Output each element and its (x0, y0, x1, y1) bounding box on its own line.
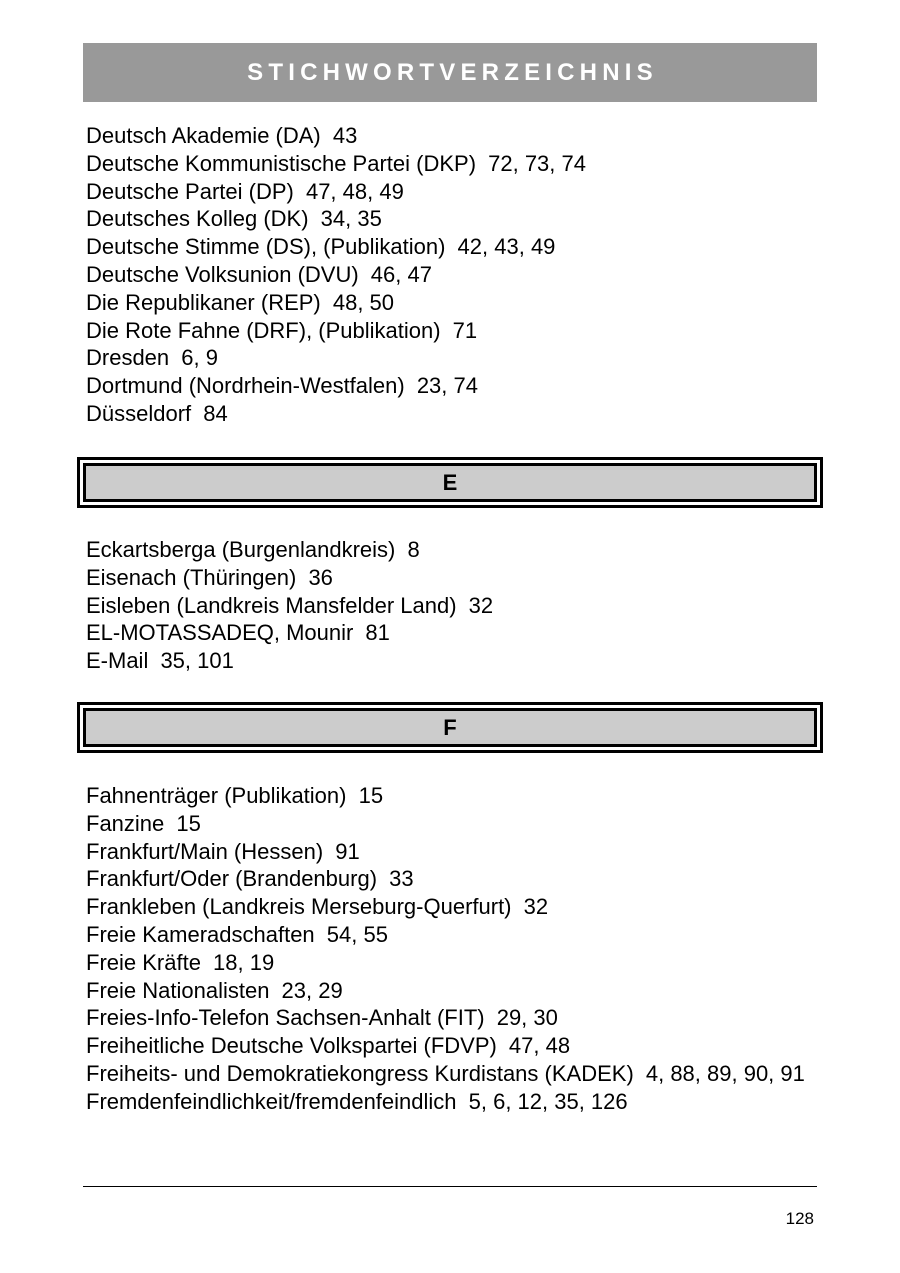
entry-pages: 6, 9 (181, 345, 218, 371)
entry-pages: 46, 47 (370, 261, 432, 287)
entry-pages: 71 (452, 317, 478, 343)
entry-pages: 33 (389, 866, 414, 892)
index-entry (86, 865, 816, 893)
index-entry (86, 592, 816, 620)
page-title: STICHWORTVERZEICHNIS (247, 58, 658, 86)
index-entry (86, 1032, 816, 1060)
entry-pages: 42, 43, 49 (457, 234, 556, 260)
index-entry (86, 205, 816, 233)
index-entry (86, 289, 816, 317)
index-entry (86, 1060, 816, 1088)
index-title-bar (83, 43, 817, 102)
entry-pages: 91 (335, 838, 360, 864)
entry-term: E-Mail (86, 648, 149, 674)
entry-term: Freiheits- und Demokratiekongress Kurdistans (KADEK) (86, 1060, 634, 1086)
entry-term: Freies-Info-Telefon Sachsen-Anhalt (FIT) (86, 1005, 485, 1031)
entry-term: Deutsche Kommunistische Partei (DKP) (86, 150, 477, 176)
entry-pages: 35, 101 (160, 648, 234, 674)
index-entry (86, 233, 816, 261)
entry-term: Deutsches Kolleg (DK) (86, 206, 309, 232)
entry-term: Frankfurt/Oder (Brandenburg) (86, 866, 378, 892)
section-header-inner (83, 708, 817, 747)
index-entry (86, 647, 816, 675)
entry-term: Dortmund (Nordrhein-Westfalen) (86, 373, 405, 399)
index-entry (86, 261, 816, 289)
entry-pages: 47, 48, 49 (305, 178, 404, 204)
entry-term: Deutsche Stimme (DS), (Publikation) (86, 234, 446, 260)
entry-pages: 72, 73, 74 (488, 150, 586, 176)
section-letter: F (443, 714, 457, 740)
entry-pages: 43 (332, 123, 358, 148)
entry-pages: 18, 19 (213, 949, 275, 975)
entry-term: Dresden (86, 345, 170, 371)
index-entry (86, 122, 816, 150)
entry-pages: 47, 48 (508, 1033, 571, 1059)
index-entry (86, 810, 816, 838)
index-entry (86, 977, 816, 1005)
index-entry (86, 1088, 816, 1116)
index-entry (86, 372, 816, 400)
entry-pages: 32 (468, 592, 494, 618)
entry-pages: 32 (523, 894, 549, 920)
entry-term: Die Rote Fahne (DRF), (Publikation) (86, 317, 441, 343)
entry-term: Deutsche Partei (DP) (86, 178, 294, 204)
index-entry (86, 178, 816, 206)
footer-divider (83, 1186, 817, 1187)
entry-pages: 29, 30 (496, 1005, 558, 1031)
entry-term: Deutsche Volksunion (DVU) (86, 261, 359, 287)
entry-pages: 15 (358, 783, 384, 808)
index-entry (86, 400, 816, 428)
entry-pages: 48, 50 (332, 289, 395, 315)
entry-term: Fanzine (86, 810, 165, 836)
index-entry (86, 949, 816, 977)
entry-term: Deutsch Akademie (DA) (86, 123, 321, 148)
section-header-f (77, 702, 823, 753)
entry-pages: 36 (308, 564, 333, 590)
entry-term: Eckartsberga (Burgenlandkreis) (86, 537, 396, 562)
section-header-e (77, 457, 823, 508)
entry-pages: 84 (203, 400, 228, 426)
entry-term: Frankleben (Landkreis Merseburg-Querfurt) (86, 894, 512, 920)
index-list-d (86, 122, 816, 428)
index-list-e (86, 536, 816, 675)
index-entry (86, 536, 816, 564)
section-letter: E (442, 469, 458, 495)
entry-pages: 23, 29 (281, 977, 343, 1003)
entry-term: Freiheitliche Deutsche Volkspartei (FDVP) (86, 1033, 497, 1059)
index-entry (86, 893, 816, 921)
entry-pages: 8 (407, 537, 420, 562)
entry-term: Freie Nationalisten (86, 977, 270, 1003)
index-entry (86, 838, 816, 866)
index-entry (86, 564, 816, 592)
entry-pages: 81 (365, 620, 390, 646)
page-number: 128 (785, 1209, 814, 1228)
index-entry (86, 782, 816, 810)
index-entry (86, 921, 816, 949)
index-entry (86, 317, 816, 345)
index-entry (86, 1004, 816, 1032)
index-entry (86, 619, 816, 647)
entry-term: Eisenach (Thüringen) (86, 564, 297, 590)
entry-term: Freie Kräfte (86, 949, 201, 975)
entry-term: Freie Kameradschaften (86, 921, 315, 947)
section-header-inner (83, 463, 817, 502)
entry-term: Fahnenträger (Publikation) (86, 783, 347, 808)
entry-pages: 54, 55 (326, 921, 388, 947)
entry-term: Fremdenfeindlichkeit/fremdenfeindlich (86, 1088, 457, 1114)
entry-pages: 4, 88, 89, 90, 91 (645, 1060, 805, 1086)
index-entry (86, 344, 816, 372)
entry-pages: 15 (176, 810, 201, 836)
entry-term: EL-MOTASSADEQ, Mounir (86, 620, 354, 646)
index-list-f (86, 782, 816, 1116)
entry-term: Die Republikaner (REP) (86, 289, 321, 315)
entry-pages: 5, 6, 12, 35, 126 (468, 1088, 628, 1114)
entry-term: Frankfurt/Main (Hessen) (86, 838, 324, 864)
entry-term: Düsseldorf (86, 400, 192, 426)
index-entry (86, 150, 816, 178)
entry-pages: 34, 35 (320, 206, 382, 232)
entry-pages: 23, 74 (416, 373, 478, 399)
entry-term: Eisleben (Landkreis Mansfelder Land) (86, 592, 457, 618)
